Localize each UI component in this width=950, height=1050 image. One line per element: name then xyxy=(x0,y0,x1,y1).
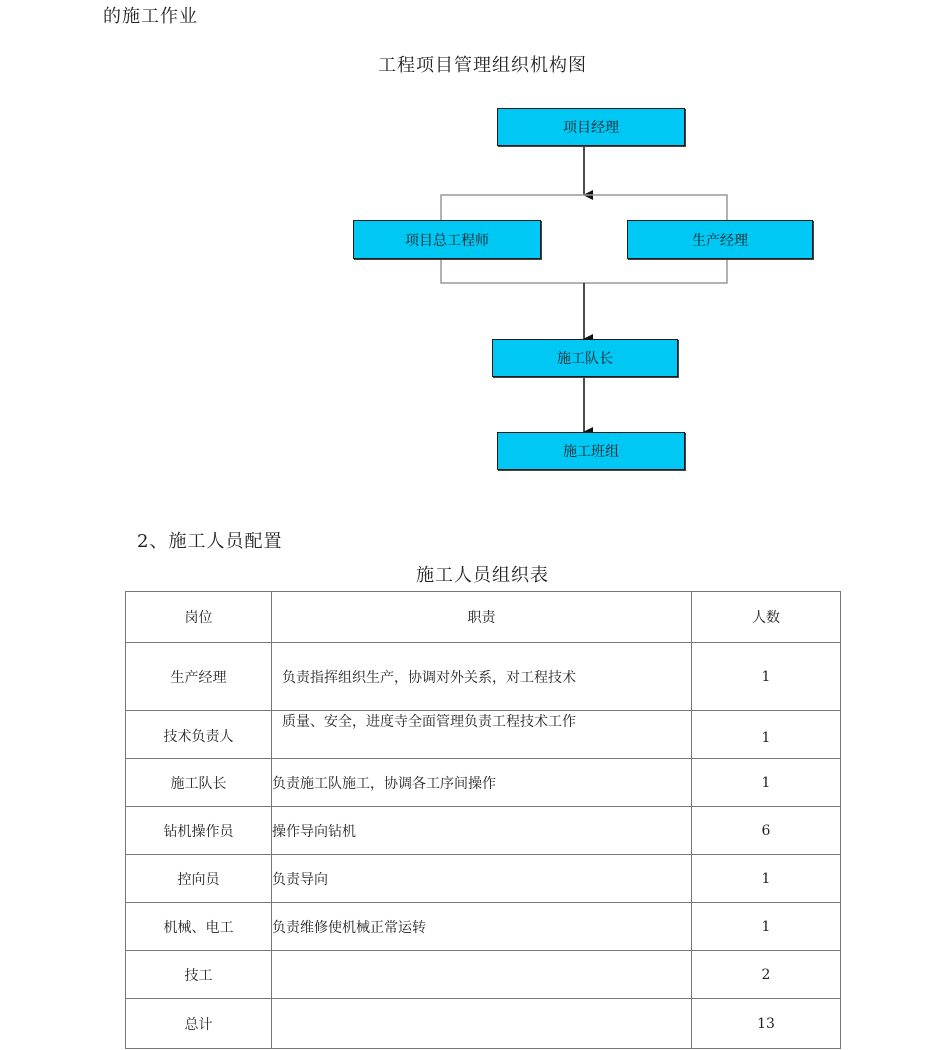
cell-duty: 负责维修使机械正常运转 xyxy=(272,903,692,951)
cell-count: 6 xyxy=(692,807,841,855)
node-production-manager: 生产经理 xyxy=(627,220,813,259)
cell-position: 控向员 xyxy=(126,855,272,903)
node-chief-engineer: 项目总工程师 xyxy=(353,220,541,259)
cell-position: 钻机操作员 xyxy=(126,807,272,855)
page-fragment-text: 的施工作业 xyxy=(103,6,198,27)
table-row xyxy=(126,903,841,951)
cell-count: 1 xyxy=(692,855,841,903)
table-row xyxy=(126,759,841,807)
cell-count: 1 xyxy=(692,643,841,711)
cell-duty: 负责施工队施工，协调各工序间操作 xyxy=(272,759,692,807)
cell-duty: 负责指挥组织生产，协调对外关系，对工程技术 xyxy=(272,643,692,711)
table-row xyxy=(126,807,841,855)
staff-table xyxy=(125,591,841,1049)
table-header-row xyxy=(126,592,841,643)
cell-position: 总计 xyxy=(126,999,272,1049)
cell-position: 机械、电工 xyxy=(126,903,272,951)
cell-position: 技工 xyxy=(126,951,272,999)
cell-duty xyxy=(272,951,692,999)
cell-count: 13 xyxy=(692,999,841,1049)
cell-duty: 操作导向钻机 xyxy=(272,807,692,855)
header-position: 岗位 xyxy=(126,592,272,643)
header-duty: 职责 xyxy=(272,592,692,643)
table-row xyxy=(126,951,841,999)
table-row xyxy=(126,855,841,903)
bracket-bottom xyxy=(441,259,727,283)
cell-duty xyxy=(272,999,692,1049)
cell-count: 1 xyxy=(692,903,841,951)
org-chart-connectors xyxy=(0,0,950,520)
node-work-team: 施工班组 xyxy=(497,432,685,470)
node-project-manager: 项目经理 xyxy=(497,108,685,146)
table-row xyxy=(126,999,841,1049)
cell-count: 2 xyxy=(692,951,841,999)
cell-count: 1 xyxy=(692,711,841,759)
table-row xyxy=(126,711,841,759)
header-count: 人数 xyxy=(692,592,841,643)
cell-position: 施工队长 xyxy=(126,759,272,807)
staff-table-title: 施工人员组织表 xyxy=(416,565,549,586)
cell-position: 生产经理 xyxy=(126,643,272,711)
cell-position: 技术负责人 xyxy=(126,711,272,759)
bracket-top xyxy=(441,195,727,220)
node-team-leader: 施工队长 xyxy=(492,339,678,377)
table-row xyxy=(126,643,841,711)
cell-duty: 负责导向 xyxy=(272,855,692,903)
org-chart-title: 工程项目管理组织机构图 xyxy=(378,55,587,76)
section-heading: 2、施工人员配置 xyxy=(137,531,283,552)
cell-count: 1 xyxy=(692,759,841,807)
cell-duty: 质量、安全，进度寺全面管理负责工程技术工作 xyxy=(272,711,692,759)
